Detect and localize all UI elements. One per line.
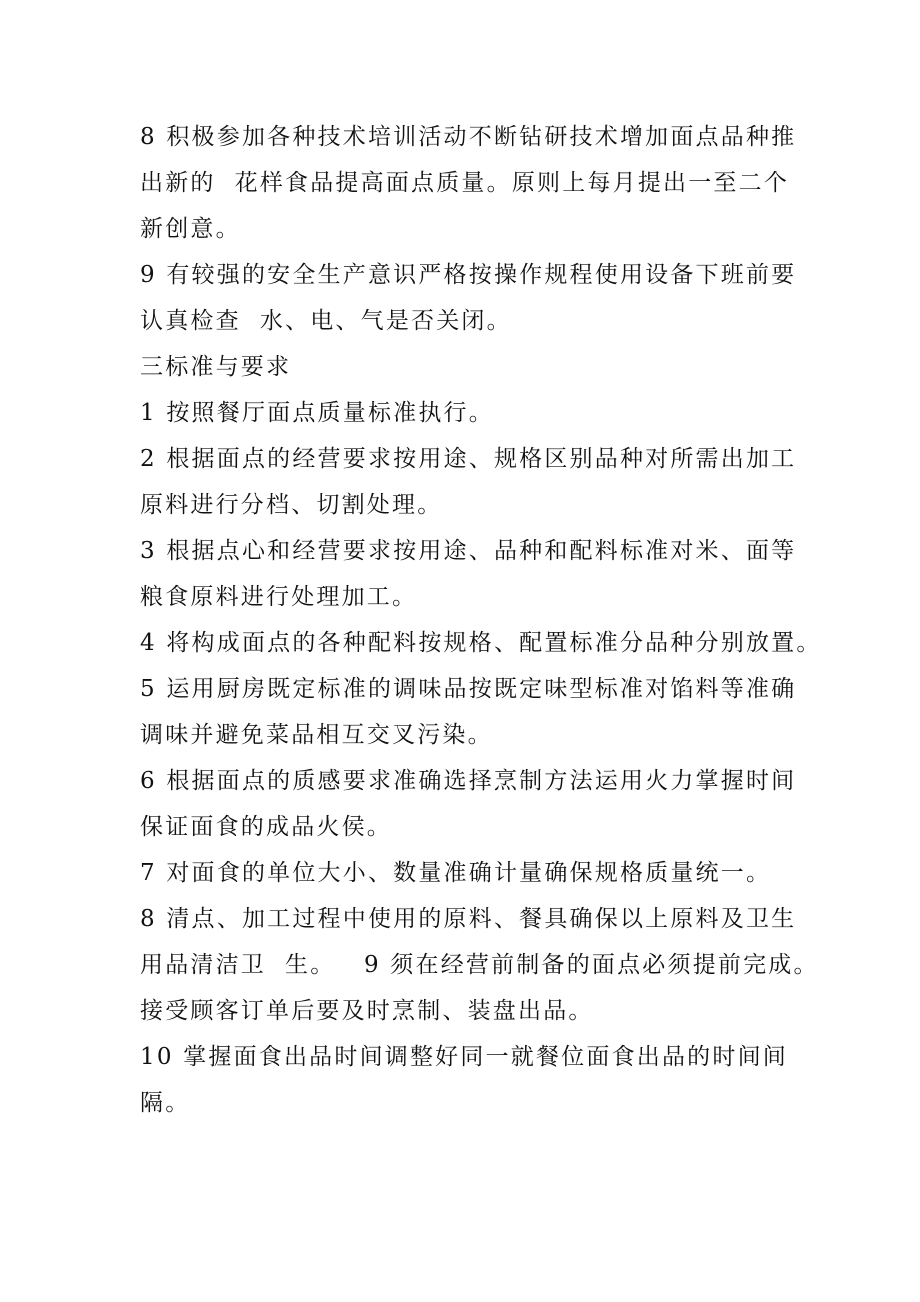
text-line: 8 积极参加各种技术培训活动不断钻研技术增加面点品种推 bbox=[140, 124, 797, 150]
text-line: 认真检查 水、电、气是否关闭。 bbox=[140, 308, 512, 334]
text-line: 2 根据面点的经营要求按用途、规格区别品种对所需出加工 bbox=[140, 446, 797, 472]
text-line: 隔。 bbox=[140, 1090, 191, 1116]
text-line: 接受顾客订单后要及时烹制、装盘出品。 bbox=[140, 998, 594, 1024]
text-line: 调味并避免菜品相互交叉污染。 bbox=[140, 722, 493, 748]
text-line: 9 有较强的安全生产意识严格按操作规程使用设备下班前要 bbox=[140, 262, 797, 288]
text-line: 新创意。 bbox=[140, 216, 241, 242]
text-line: 3 根据点心和经营要求按用途、品种和配料标准对米、面等 bbox=[140, 538, 797, 564]
text-line: 用品清洁卫 生。 9 须在经营前制备的面点必须提前完成。 bbox=[140, 952, 819, 978]
text-line: 5 运用厨房既定标准的调味品按既定味型标准对馅料等准确 bbox=[140, 676, 797, 702]
text-line: 粮食原料进行处理加工。 bbox=[140, 584, 418, 610]
text-line: 6 根据面点的质感要求准确选择烹制方法运用火力掌握时间 bbox=[140, 768, 797, 794]
text-line: 1 按照餐厅面点质量标准执行。 bbox=[140, 400, 494, 426]
text-line: 原料进行分档、切割处理。 bbox=[140, 492, 443, 518]
text-line: 出新的 花样食品提高面点质量。原则上每月提出一至二个 bbox=[140, 170, 790, 196]
text-line: 4 将构成面点的各种配料按规格、配置标准分品种分别放置。 bbox=[140, 630, 822, 656]
text-line: 10 掌握面食出品时间调整好同一就餐位面食出品的时间间 bbox=[140, 1044, 788, 1070]
document-body bbox=[140, 114, 822, 1126]
text-line: 8 清点、加工过程中使用的原料、餐具确保以上原料及卫生 bbox=[140, 906, 797, 932]
text-line: 保证面食的成品火侯。 bbox=[140, 814, 392, 840]
section-heading: 三标准与要求 bbox=[140, 354, 292, 380]
text-line: 7 对面食的单位大小、数量准确计量确保规格质量统一。 bbox=[140, 860, 772, 886]
